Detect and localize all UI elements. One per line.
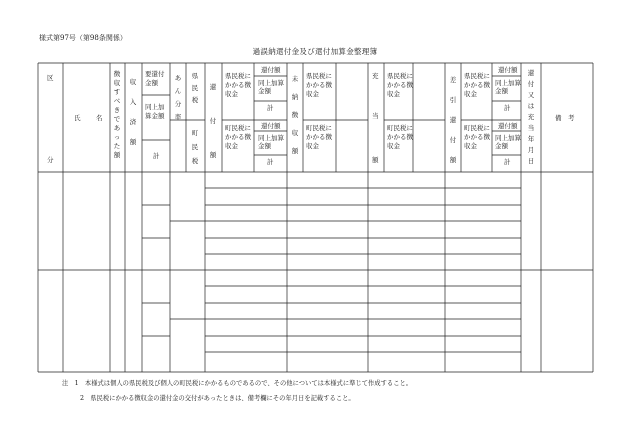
header-juto-2: 当 bbox=[372, 112, 379, 120]
header-kenmin: 県民税 bbox=[191, 72, 199, 104]
header-kanpu-gaku-small-4: 還付額 bbox=[498, 122, 518, 130]
header-shunyu-zumi: 収入済額 bbox=[129, 78, 137, 146]
header-dojo-kasan-small-4: 同上加算金額 bbox=[495, 134, 521, 150]
header-kei-small-2: 計 bbox=[267, 158, 274, 166]
header-dojo-kasan-small-1: 同上加算金額 bbox=[258, 79, 284, 95]
header-choshu-beki: 徴収すべきであった額 bbox=[113, 70, 121, 159]
header-kanpu-gaku-small-1: 還付額 bbox=[261, 66, 281, 74]
header-shimei-1: 氏 bbox=[74, 114, 81, 122]
header-kanpu-gaku: 還付額 bbox=[209, 83, 217, 159]
header-minou: 未納徴収額 bbox=[291, 75, 299, 155]
header-biko: 備 考 bbox=[555, 114, 575, 122]
header-anbun-ritsu: あん分率 bbox=[174, 74, 182, 121]
header-cho-choshu-1: 町民税にかかる徴収金 bbox=[225, 124, 251, 150]
header-kei: 計 bbox=[153, 152, 160, 160]
header-chomin: 町民税 bbox=[191, 129, 199, 165]
header-kanpu-gaku-small-3: 還付額 bbox=[498, 66, 518, 74]
header-shimei-2: 名 bbox=[96, 114, 103, 122]
header-kanpu-gaku-small-2: 還付額 bbox=[261, 122, 281, 130]
header-kei-small-3: 計 bbox=[504, 104, 511, 112]
header-cho-choshu-3: 町民税にかかる徴収金 bbox=[387, 124, 413, 150]
header-ken-choshu-4: 県民税にかかる徴収金 bbox=[464, 72, 490, 98]
header-dojo-kasan: 同上加算金額 bbox=[145, 103, 165, 120]
header-dojo-kasan-small-3: 同上加算金額 bbox=[495, 79, 521, 95]
header-juto-3: 額 bbox=[372, 156, 379, 164]
header-kanpu-matawa-juto: 還付又は充当年月日 bbox=[527, 69, 535, 165]
header-ku: 区 bbox=[47, 74, 54, 82]
header-dojo-kasan-small-2: 同上加算金額 bbox=[258, 134, 284, 150]
note-1: 注 1 本様式は個人の県民税及び個人の町民税にかかるものであるので、その他については本様式に準じて作成すること。 bbox=[62, 380, 413, 387]
header-sashihiki: 差引還付額 bbox=[449, 76, 457, 164]
header-cho-choshu-2: 町民税にかかる徴収金 bbox=[306, 124, 332, 150]
header-ken-choshu-3: 県民税にかかる徴収金 bbox=[387, 72, 413, 98]
header-cho-choshu-4: 町民税にかかる徴収金 bbox=[464, 124, 490, 150]
form-number: 様式第97号（第98条関係） bbox=[39, 34, 127, 42]
header-ken-choshu-2: 県民税にかかる徴収金 bbox=[306, 72, 332, 98]
header-kei-small-1: 計 bbox=[267, 104, 274, 112]
header-bun: 分 bbox=[47, 156, 54, 164]
header-juto-1: 充 bbox=[372, 72, 379, 80]
header-kei-small-4: 計 bbox=[504, 158, 511, 166]
header-ken-choshu-1: 県民税にかかる徴収金 bbox=[225, 72, 251, 98]
note-2: 2 県民税にかかる徴収金の還付金の交付があったときは、備考欄にその年月日を記載すること。 bbox=[80, 395, 355, 402]
page-title: 過誤納還付金及び還付加算金整理簿 bbox=[252, 47, 378, 56]
header-yo-kanpu-kin: 要還付金額 bbox=[145, 70, 165, 87]
